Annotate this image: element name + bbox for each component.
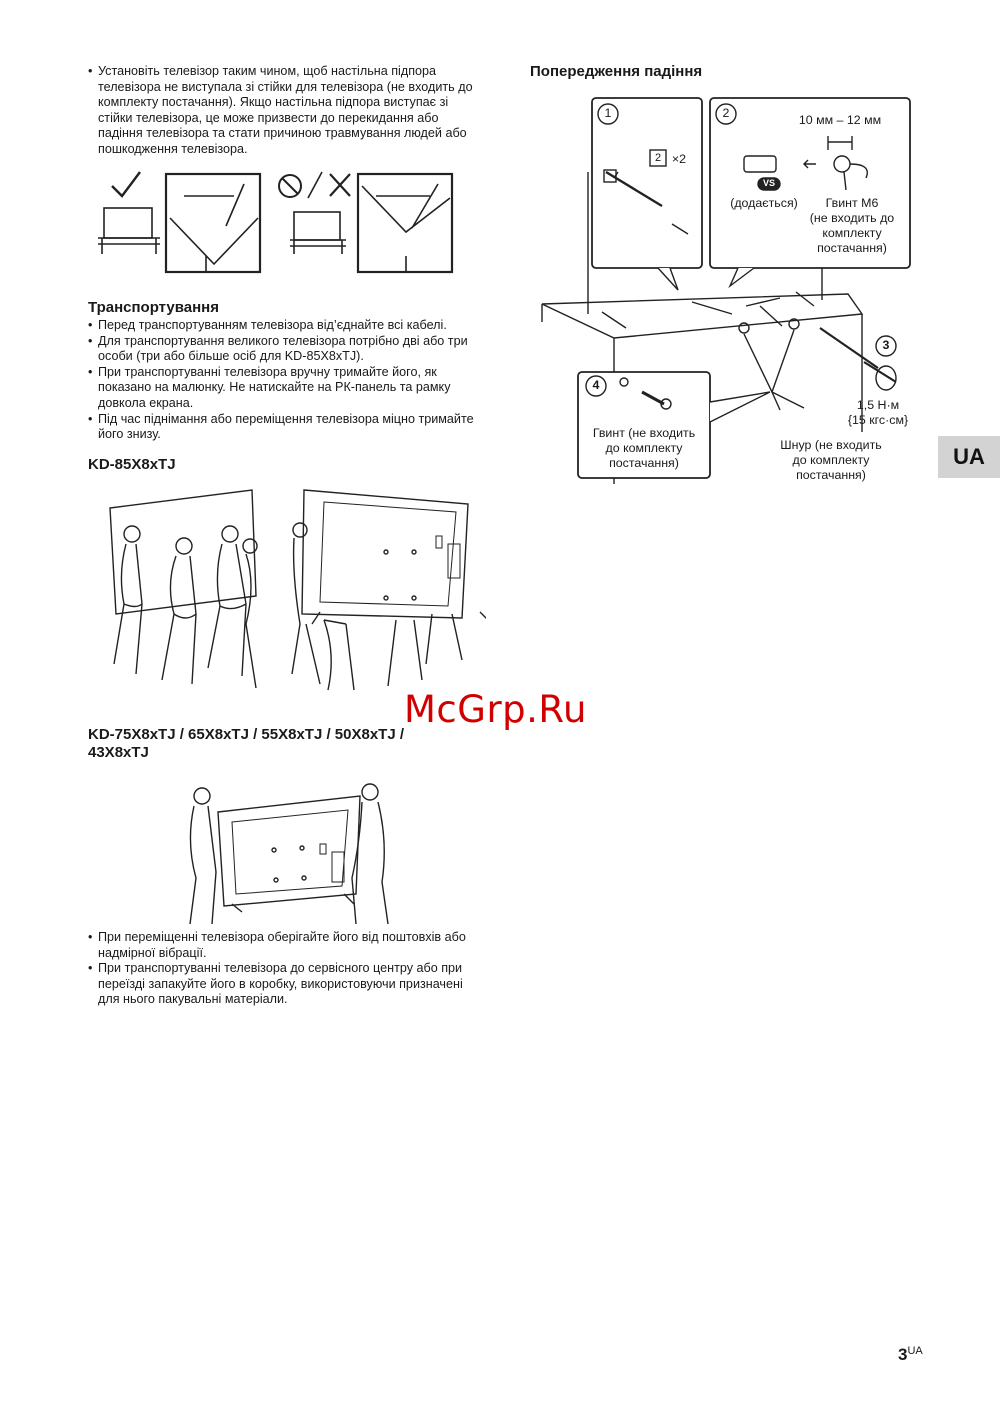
language-tab: UA xyxy=(938,436,1000,478)
m6-screw-label-line: Гвинт М6 xyxy=(825,196,879,210)
after-bullet: • При транспортуванні телевізора до сервісного центру або при переїзді запакуйте його в коробку, використовуючи призначені для нього пакувальні матеріали. xyxy=(88,961,483,1008)
stand-placement-figure xyxy=(94,168,456,274)
step-3-number: 3 xyxy=(882,338,890,352)
model-group-heading-line: 43X8xTJ xyxy=(88,744,149,761)
page-number-suffix: UA xyxy=(907,1345,923,1357)
step-4-number: 4 xyxy=(592,378,600,392)
torque-label xyxy=(838,398,918,428)
fall-prevention-diagram xyxy=(532,92,924,484)
included-label: (додається) xyxy=(730,196,798,210)
step-1-number: 1 xyxy=(604,106,612,120)
torque-label-line: {15 кгс·см} xyxy=(847,413,909,427)
transport-bullet: • Під час піднімання або переміщення телевізора міцно тримайте його знизу. xyxy=(88,412,483,443)
screw-label-line: до комплекту xyxy=(605,441,683,455)
cord-label-line: до комплекту xyxy=(792,453,870,467)
transport-bullet: • Перед транспортуванням телевізора від’єднайте всі кабелі. xyxy=(88,318,483,334)
cord-label xyxy=(768,438,894,483)
transport-heading: Транспортування xyxy=(88,299,219,316)
screw-label-line: Гвинт (не входить xyxy=(592,426,696,440)
model-group-heading-line: KD-75X8xTJ / 65X8xTJ / 55X8xTJ / 50X8xTJ / xyxy=(88,726,405,743)
screw-label xyxy=(580,426,708,471)
quantity-label: ×2 xyxy=(671,152,687,166)
model-85-heading: KD-85X8xTJ xyxy=(88,456,176,473)
two-people-carrying-figure xyxy=(184,782,396,926)
transport-bullet-list xyxy=(88,318,483,443)
transport-bullet: • Для транспортування великого телевізора потрібно дві або три особи (три або більше осіб для KD-85X8xTJ). xyxy=(88,334,483,365)
transport-bullet: • При транспортуванні телевізора вручну тримайте його, як показано на малюнку. Не натискайте на РК-панель та рамку довкола екрана. xyxy=(88,365,483,412)
page-number-value: 3 xyxy=(898,1345,908,1364)
cord-label-line: постачання) xyxy=(796,468,866,482)
fall-heading: Попередження падіння xyxy=(530,63,703,80)
model-group-heading xyxy=(88,726,404,762)
after-bullet-list xyxy=(88,930,483,1008)
watermark: McGrp.Ru xyxy=(404,688,587,731)
m6-screw-label-line: комплекту xyxy=(822,226,882,240)
screw-label-line: постачання) xyxy=(609,456,679,470)
vs-badge: VS xyxy=(762,178,775,188)
step-2-number: 2 xyxy=(722,106,730,120)
cord-label-line: Шнур (не входить xyxy=(780,438,882,452)
m6-screw-label-line: постачання) xyxy=(817,241,887,255)
after-bullet: • При переміщенні телевізора оберігайте його від поштовхів або надмірної вібрації. xyxy=(88,930,483,961)
m6-screw-label-line: (не входить до xyxy=(809,211,895,225)
badge-number: 2 xyxy=(654,152,662,164)
intro-bullet: • Установіть телевізор таким чином, щоб настільна підпора телевізора не виступала зі стійки для телевізора (не входить до комплекту постачання). Якщо настільна підпора виступає зі стійки телевізора, це може призвести до перекидання або падіння телевізора та стати причиною травмування людей або пошкодження телевізора. xyxy=(88,64,483,158)
three-people-carrying-figure xyxy=(96,484,486,699)
intro-bullet-list xyxy=(88,64,483,158)
m6-screw-label xyxy=(802,196,902,256)
torque-label-line: 1,5 Н·м xyxy=(856,398,900,412)
page-number xyxy=(898,1345,923,1365)
range-label: 10 мм – 12 мм xyxy=(798,113,882,127)
